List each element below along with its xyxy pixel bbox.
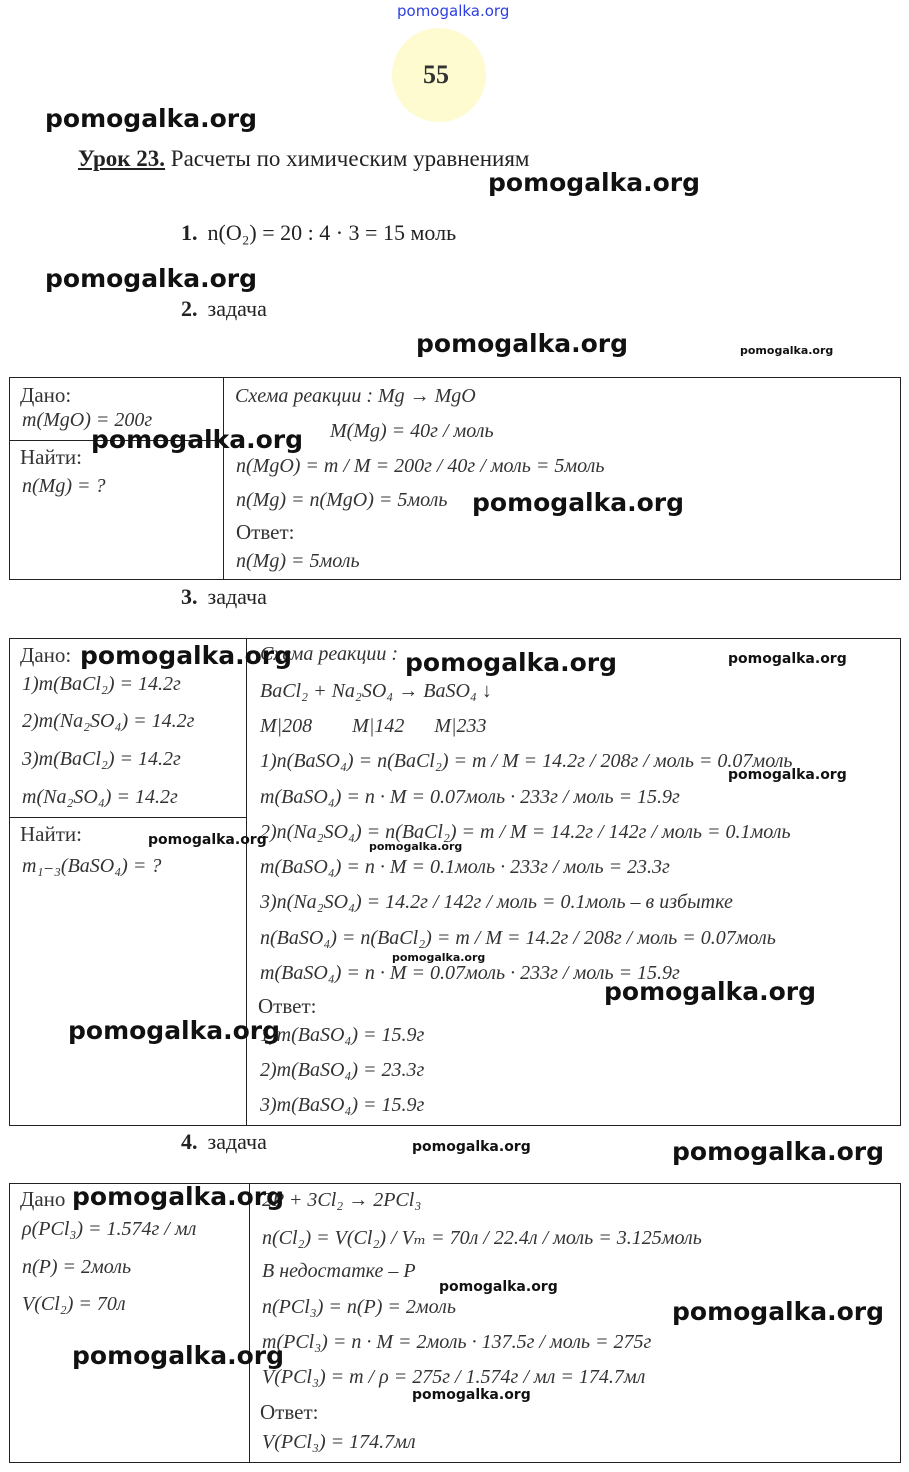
watermark: pomogalka.org (68, 1016, 281, 1045)
watermark: pomogalka.org (416, 329, 629, 358)
given-line: 2)m(Na₂SO₄) = 14.2г (22, 710, 195, 732)
solution-line: n(Mg) = n(MgO) = 5моль (236, 489, 448, 511)
given-label: Дано: (20, 643, 72, 667)
task-1-number: 1. (181, 220, 198, 245)
solution-line: 1)n(BaSO₄) = n(BaCl₂) = m / M = 14.2г / 208г / моль = 0.07моль (260, 750, 793, 772)
lesson-title: Расчеты по химическим уравнениям (170, 146, 530, 171)
watermark: pomogalka.org (80, 641, 293, 670)
answer-label: Ответ: (260, 1400, 319, 1424)
watermark: pomogalka.org (45, 104, 258, 133)
task-4-heading (181, 1129, 267, 1155)
watermark: pomogalka.org (604, 977, 817, 1006)
task-3-number: 3. (181, 584, 198, 609)
watermark: pomogalka.org (728, 651, 847, 667)
find-label: Найти: (20, 445, 82, 469)
given-label: Дано: (20, 383, 72, 407)
solution-line: n(BaSO₄) = n(BaCl₂) = m / M = 14.2г / 208г / моль = 0.07моль (260, 927, 776, 949)
watermark: pomogalka.org (148, 832, 267, 848)
task-4-number: 4. (181, 1129, 198, 1154)
task-1-text: n(O₂) = 20 : 4 · 3 = 15 моль (207, 220, 457, 245)
answer-line: n(Mg) = 5моль (236, 550, 360, 572)
given-line: ρ(PCl₃) = 1.574г / мл (22, 1218, 197, 1240)
solution-line: 3)n(Na₂SO₄) = 14.2г / 142г / моль = 0.1моль – в избытке (260, 891, 733, 913)
task-1 (181, 220, 456, 246)
watermark: pomogalka.org (728, 767, 847, 783)
solution-line: 2P + 3Cl₂ → 2PCl₃ (262, 1189, 422, 1211)
answer-line: 3)m(BaSO₄) = 15.9г (260, 1094, 425, 1116)
watermark: pomogalka.org (369, 840, 463, 853)
given-label: Дано (20, 1187, 66, 1211)
given-line: m(MgO) = 200г (22, 409, 153, 431)
watermark: pomogalka.org (45, 264, 258, 293)
watermark: pomogalka.org (740, 344, 834, 357)
answer-line: 1)m(BaSO₄) = 15.9г (260, 1024, 425, 1046)
given-line: 3)m(BaCl₂) = 14.2г (22, 748, 181, 770)
answer-line: 2)m(BaSO₄) = 23.3г (260, 1059, 425, 1081)
watermark: pomogalka.org (91, 425, 304, 454)
given-line: m(Na₂SO₄) = 14.2г (22, 786, 178, 808)
solution-line: 2)n(Na₂SO₄) = n(BaCl₂) = m / M = 14.2г / 142г / моль = 0.1моль (260, 821, 791, 843)
table-divider (9, 817, 246, 818)
solution-line: n(MgO) = m / M = 200г / 40г / моль = 5моль (236, 455, 605, 477)
solution-line: BaCl₂ + Na₂SO₄ → BaSO₄ ↓ (260, 680, 492, 702)
solution-line: m(BaSO₄) = n · M = 0.1моль · 233г / моль = 23.3г (260, 856, 670, 878)
watermark: pomogalka.org (412, 1387, 531, 1403)
find-label: Найти: (20, 822, 82, 846)
solution-line: В недостатке – P (262, 1260, 416, 1282)
watermark: pomogalka.org (488, 168, 701, 197)
solution-line: n(PCl₃) = n(P) = 2моль (262, 1296, 457, 1318)
given-line: 1)m(BaCl₂) = 14.2г (22, 673, 181, 695)
watermark: pomogalka.org (72, 1341, 285, 1370)
top-watermark: pomogalka.org (397, 2, 510, 20)
solution-line: M(Mg) = 40г / моль (330, 420, 494, 442)
answer-label: Ответ: (236, 520, 295, 544)
watermark: pomogalka.org (439, 1279, 558, 1295)
given-line: n(P) = 2моль (22, 1256, 132, 1278)
watermark: pomogalka.org (405, 648, 618, 677)
solution-line: m(BaSO₄) = n · M = 0.07моль · 233г / моль = 15.9г (260, 962, 680, 984)
task-3-heading (181, 584, 267, 610)
task-4-label: задача (207, 1129, 267, 1154)
task-2-label: задача (207, 296, 267, 321)
task-2-number: 2. (181, 296, 198, 321)
solution-line: Схема реакции : Mg → MgO (235, 385, 476, 407)
page-number: 55 (423, 60, 449, 89)
solution-line: m(PCl₃) = n · M = 2моль · 137.5г / моль = 275г (262, 1331, 652, 1353)
answer-line: V(PCl₃) = 174.7мл (262, 1431, 416, 1453)
given-line: V(Cl₂) = 70л (22, 1293, 126, 1315)
solution-line: n(Cl₂) = V(Cl₂) / Vₘ = 70л / 22.4л / моль = 3.125моль (262, 1227, 702, 1249)
lesson-heading (78, 146, 530, 172)
watermark: pomogalka.org (392, 951, 486, 964)
solution-line: m(BaSO₄) = n · M = 0.07моль · 233г / моль = 15.9г (260, 786, 680, 808)
watermark: pomogalka.org (72, 1182, 285, 1211)
find-line: n(Mg) = ? (22, 475, 106, 497)
lesson-label: Урок 23. (78, 146, 166, 171)
watermark: pomogalka.org (412, 1139, 531, 1155)
watermark: pomogalka.org (472, 488, 685, 517)
watermark: pomogalka.org (672, 1137, 885, 1166)
table-divider (223, 377, 224, 579)
table-divider (246, 638, 247, 1125)
solution-line: V(PCl₃) = m / ρ = 275г / 1.574г / мл = 174.7мл (262, 1366, 646, 1388)
answer-label: Ответ: (258, 994, 317, 1018)
table-divider (249, 1183, 250, 1462)
watermark: pomogalka.org (672, 1297, 885, 1326)
solution-line: M|208 M|142 M|233 (260, 715, 487, 737)
solution-line: Схема реакции : (260, 643, 398, 665)
find-line: m₁₋₃(BaSO₄) = ? (22, 855, 162, 877)
task-2-heading (181, 296, 267, 322)
task-3-label: задача (207, 584, 267, 609)
